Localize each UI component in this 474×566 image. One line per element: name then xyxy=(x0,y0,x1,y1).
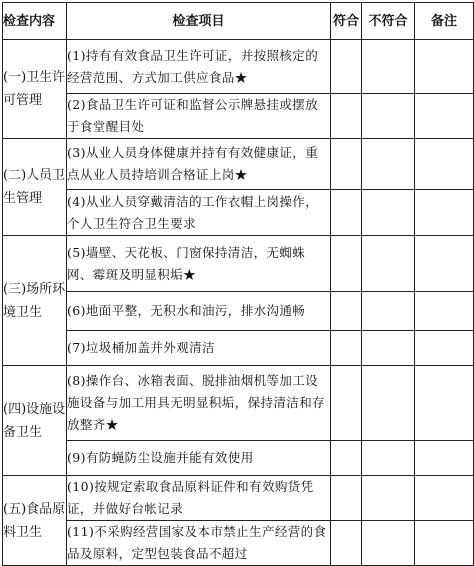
table-row xyxy=(3,236,474,292)
item-cell: (6)地面平整，无积水和油污，排水沟通畅 xyxy=(67,292,331,331)
table-row xyxy=(3,366,474,441)
table-row xyxy=(3,441,474,476)
conform-cell[interactable] xyxy=(331,94,362,139)
item-cell: (10)按规定索取食品原料证件和有效购货凭证，并做好台帐记录 xyxy=(67,476,331,521)
remark-cell[interactable] xyxy=(415,139,474,190)
nonconform-cell[interactable] xyxy=(362,236,415,292)
remark-cell[interactable] xyxy=(415,441,474,476)
remark-cell[interactable] xyxy=(415,236,474,292)
nonconform-cell[interactable] xyxy=(362,331,415,366)
conform-cell[interactable] xyxy=(331,366,362,441)
table-row xyxy=(3,190,474,236)
nonconform-cell[interactable] xyxy=(362,366,415,441)
category-cell: (四)设施设备卫生 xyxy=(3,366,67,476)
item-cell: (9)有防蝇防尘设施并能有效使用 xyxy=(67,441,331,476)
conform-cell[interactable] xyxy=(331,441,362,476)
conform-cell[interactable] xyxy=(331,190,362,236)
remark-cell[interactable] xyxy=(415,366,474,441)
remark-cell[interactable] xyxy=(415,40,474,94)
nonconform-cell[interactable] xyxy=(362,139,415,190)
item-cell: (7)垃圾桶加盖并外观清洁 xyxy=(67,331,331,366)
header-nonconform: 不符合 xyxy=(362,3,415,40)
remark-cell[interactable] xyxy=(415,521,474,566)
conform-cell[interactable] xyxy=(331,521,362,566)
item-cell: (2)食品卫生许可证和监督公示牌悬挂或摆放于食堂醒目处 xyxy=(67,94,331,139)
conform-cell[interactable] xyxy=(331,331,362,366)
conform-cell[interactable] xyxy=(331,139,362,190)
category-cell: (五)食品原料卫生 xyxy=(3,476,67,566)
category-cell: (三)场所环境卫生 xyxy=(3,236,67,366)
category-cell: (一)卫生许可管理 xyxy=(3,40,67,139)
conform-cell[interactable] xyxy=(331,40,362,94)
remark-cell[interactable] xyxy=(415,476,474,521)
header-row xyxy=(3,3,474,40)
header-conform: 符合 xyxy=(331,3,362,40)
nonconform-cell[interactable] xyxy=(362,476,415,521)
conform-cell[interactable] xyxy=(331,236,362,292)
header-category: 检查内容 xyxy=(3,3,67,40)
nonconform-cell[interactable] xyxy=(362,441,415,476)
nonconform-cell[interactable] xyxy=(362,40,415,94)
table-row xyxy=(3,521,474,566)
category-cell: (二)人员卫生管理 xyxy=(3,139,67,236)
header-item: 检查项目 xyxy=(67,3,331,40)
header-remark: 备注 xyxy=(415,3,474,40)
remark-cell[interactable] xyxy=(415,94,474,139)
nonconform-cell[interactable] xyxy=(362,190,415,236)
item-cell: (1)持有有效食品卫生许可证，并按照核定的经营范围、方式加工供应食品★ xyxy=(67,40,331,94)
table-row xyxy=(3,292,474,331)
nonconform-cell[interactable] xyxy=(362,521,415,566)
remark-cell[interactable] xyxy=(415,190,474,236)
item-cell: (4)从业人员穿戴清洁的工作衣帽上岗操作，个人卫生符合卫生要求 xyxy=(67,190,331,236)
inspection-table xyxy=(2,2,474,566)
table-row xyxy=(3,476,474,521)
table-row xyxy=(3,139,474,190)
table-row xyxy=(3,94,474,139)
remark-cell[interactable] xyxy=(415,331,474,366)
remark-cell[interactable] xyxy=(415,292,474,331)
nonconform-cell[interactable] xyxy=(362,292,415,331)
item-cell: (5)墙壁、天花板、门窗保持清洁，无蜘蛛网、霉斑及明显积垢★ xyxy=(67,236,331,292)
item-cell: (11)不采购经营国家及本市禁止生产经营的食品及原料，定型包装食品不超过 xyxy=(67,521,331,566)
table-row xyxy=(3,40,474,94)
conform-cell[interactable] xyxy=(331,476,362,521)
table-row xyxy=(3,331,474,366)
item-cell: (8)操作台、冰箱表面、脱排油烟机等加工设施设备与加工用具无明显积垢，保持清洁和存放整齐★ xyxy=(67,366,331,441)
nonconform-cell[interactable] xyxy=(362,94,415,139)
item-cell: (3)从业人员身体健康并持有有效健康证，重点从业人员持培训合格证上岗★ xyxy=(67,139,331,190)
conform-cell[interactable] xyxy=(331,292,362,331)
